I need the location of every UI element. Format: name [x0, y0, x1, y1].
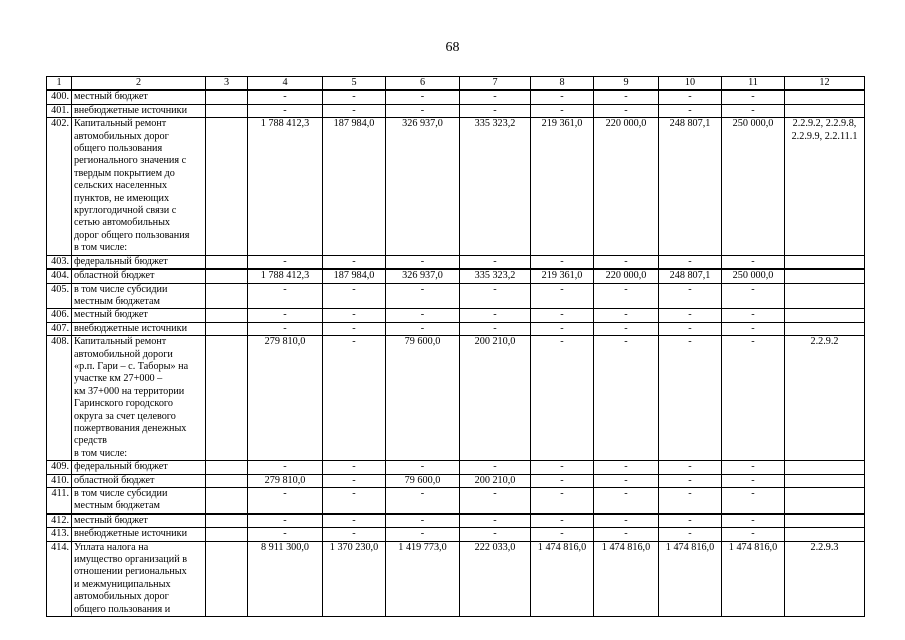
- row-name-cell: областной бюджет: [72, 269, 206, 283]
- value-cell: -: [594, 474, 659, 487]
- table-row: [47, 461, 865, 474]
- reference-cell: [785, 322, 865, 335]
- row-name-cell: в том числе субсидии местным бюджетам: [72, 283, 206, 309]
- value-cell: -: [460, 528, 531, 541]
- value-cell: -: [594, 322, 659, 335]
- value-cell: -: [386, 104, 460, 117]
- value-cell: -: [594, 90, 659, 104]
- reference-cell: [785, 461, 865, 474]
- column-3-cell: [206, 269, 248, 283]
- column-3-cell: [206, 474, 248, 487]
- column-3-cell: [206, 528, 248, 541]
- value-cell: -: [659, 488, 722, 514]
- column-header: 3: [206, 77, 248, 91]
- value-cell: -: [460, 514, 531, 528]
- value-cell: -: [386, 514, 460, 528]
- row-number-cell: 410.: [47, 474, 72, 487]
- row-name-cell: областной бюджет: [72, 474, 206, 487]
- table-row: [47, 90, 865, 104]
- value-cell: -: [722, 104, 785, 117]
- column-header: 10: [659, 77, 722, 91]
- value-cell: -: [531, 474, 594, 487]
- value-cell: -: [722, 488, 785, 514]
- reference-cell: [785, 514, 865, 528]
- page-number: 68: [445, 40, 460, 55]
- row-number-cell: 400.: [47, 90, 72, 104]
- row-number-cell: 414.: [47, 541, 72, 616]
- reference-cell: [785, 528, 865, 541]
- value-cell: 1 788 412,3: [248, 118, 323, 255]
- value-cell: -: [722, 474, 785, 487]
- value-cell: 219 361,0: [531, 269, 594, 283]
- table-row: [47, 488, 865, 514]
- value-cell: 79 600,0: [386, 336, 460, 461]
- value-cell: -: [722, 514, 785, 528]
- row-name-cell: внебюджетные источники: [72, 322, 206, 335]
- table-row: [47, 104, 865, 117]
- column-header: 8: [531, 77, 594, 91]
- value-cell: 222 033,0: [460, 541, 531, 616]
- row-name-cell: Уплата налога на имущество организаций в отношении региональных и межмуниципальных автомобильных дорог общего пользования и: [72, 541, 206, 616]
- table-row: [47, 283, 865, 309]
- column-header: 9: [594, 77, 659, 91]
- value-cell: -: [248, 528, 323, 541]
- row-name-cell: внебюджетные источники: [72, 528, 206, 541]
- value-cell: -: [531, 309, 594, 322]
- reference-cell: [785, 255, 865, 269]
- value-cell: -: [248, 322, 323, 335]
- value-cell: -: [248, 488, 323, 514]
- row-number-cell: 401.: [47, 104, 72, 117]
- value-cell: 1 474 816,0: [531, 541, 594, 616]
- column-3-cell: [206, 283, 248, 309]
- value-cell: -: [460, 309, 531, 322]
- value-cell: 1 474 816,0: [722, 541, 785, 616]
- value-cell: -: [594, 104, 659, 117]
- value-cell: -: [659, 322, 722, 335]
- value-cell: -: [460, 90, 531, 104]
- value-cell: -: [323, 104, 386, 117]
- value-cell: -: [323, 336, 386, 461]
- value-cell: -: [594, 309, 659, 322]
- value-cell: -: [323, 255, 386, 269]
- table-row: [47, 541, 865, 616]
- value-cell: -: [659, 336, 722, 461]
- row-number-cell: 403.: [47, 255, 72, 269]
- value-cell: -: [531, 322, 594, 335]
- row-number-cell: 412.: [47, 514, 72, 528]
- value-cell: -: [594, 255, 659, 269]
- row-name-cell: федеральный бюджет: [72, 461, 206, 474]
- reference-cell: 2.2.9.2: [785, 336, 865, 461]
- value-cell: 335 323,2: [460, 118, 531, 255]
- value-cell: -: [531, 255, 594, 269]
- value-cell: -: [594, 488, 659, 514]
- budget-table: [46, 76, 865, 617]
- value-cell: -: [722, 309, 785, 322]
- value-cell: 8 911 300,0: [248, 541, 323, 616]
- row-number-cell: 413.: [47, 528, 72, 541]
- table-row: [47, 309, 865, 322]
- column-3-cell: [206, 309, 248, 322]
- value-cell: -: [386, 90, 460, 104]
- table-row: [47, 255, 865, 269]
- value-cell: -: [248, 514, 323, 528]
- value-cell: -: [248, 90, 323, 104]
- column-3-cell: [206, 541, 248, 616]
- value-cell: -: [531, 528, 594, 541]
- column-header: 4: [248, 77, 323, 91]
- value-cell: -: [386, 309, 460, 322]
- value-cell: 1 370 230,0: [323, 541, 386, 616]
- value-cell: -: [594, 336, 659, 461]
- column-header: 1: [47, 77, 72, 91]
- value-cell: -: [248, 104, 323, 117]
- column-3-cell: [206, 255, 248, 269]
- row-name-cell: местный бюджет: [72, 514, 206, 528]
- column-header: 6: [386, 77, 460, 91]
- value-cell: -: [659, 461, 722, 474]
- value-cell: 200 210,0: [460, 336, 531, 461]
- value-cell: 250 000,0: [722, 269, 785, 283]
- column-3-cell: [206, 104, 248, 117]
- row-number-cell: 409.: [47, 461, 72, 474]
- row-number-cell: 407.: [47, 322, 72, 335]
- value-cell: -: [323, 528, 386, 541]
- reference-cell: [785, 309, 865, 322]
- table-row: [47, 528, 865, 541]
- reference-cell: [785, 269, 865, 283]
- value-cell: -: [659, 90, 722, 104]
- value-cell: -: [594, 514, 659, 528]
- value-cell: 79 600,0: [386, 474, 460, 487]
- value-cell: 248 807,1: [659, 118, 722, 255]
- value-cell: -: [594, 283, 659, 309]
- value-cell: -: [722, 322, 785, 335]
- value-cell: 220 000,0: [594, 118, 659, 255]
- value-cell: -: [722, 283, 785, 309]
- column-3-cell: [206, 514, 248, 528]
- table-row: [47, 322, 865, 335]
- row-name-cell: федеральный бюджет: [72, 255, 206, 269]
- column-header: 5: [323, 77, 386, 91]
- column-3-cell: [206, 90, 248, 104]
- value-cell: -: [722, 336, 785, 461]
- value-cell: -: [594, 528, 659, 541]
- value-cell: -: [460, 255, 531, 269]
- value-cell: -: [323, 474, 386, 487]
- value-cell: -: [460, 283, 531, 309]
- value-cell: -: [386, 322, 460, 335]
- value-cell: -: [531, 283, 594, 309]
- reference-cell: 2.2.9.3: [785, 541, 865, 616]
- row-name-cell: местный бюджет: [72, 309, 206, 322]
- value-cell: -: [531, 488, 594, 514]
- column-header: 7: [460, 77, 531, 91]
- value-cell: -: [386, 528, 460, 541]
- value-cell: -: [323, 488, 386, 514]
- row-number-cell: 406.: [47, 309, 72, 322]
- value-cell: 250 000,0: [722, 118, 785, 255]
- table-row: [47, 474, 865, 487]
- value-cell: -: [722, 461, 785, 474]
- value-cell: -: [659, 255, 722, 269]
- value-cell: -: [248, 309, 323, 322]
- table-row: [47, 118, 865, 255]
- column-3-cell: [206, 488, 248, 514]
- reference-cell: [785, 90, 865, 104]
- value-cell: 335 323,2: [460, 269, 531, 283]
- value-cell: -: [659, 474, 722, 487]
- value-cell: -: [722, 528, 785, 541]
- row-number-cell: 405.: [47, 283, 72, 309]
- row-name-cell: Капитальный ремонт автомобильной дороги «р.п. Гари – с. Таборы» на участке км 27+000 – км 37+000 на территории Гаринского городского округа за счет целевого пожертвования денежных средств в том числе:: [72, 336, 206, 461]
- value-cell: -: [659, 514, 722, 528]
- value-cell: -: [531, 514, 594, 528]
- value-cell: -: [659, 528, 722, 541]
- value-cell: -: [323, 283, 386, 309]
- row-number-cell: 402.: [47, 118, 72, 255]
- value-cell: 219 361,0: [531, 118, 594, 255]
- column-header: 2: [72, 77, 206, 91]
- column-3-cell: [206, 336, 248, 461]
- value-cell: 187 984,0: [323, 269, 386, 283]
- value-cell: -: [722, 255, 785, 269]
- value-cell: 248 807,1: [659, 269, 722, 283]
- reference-cell: 2.2.9.2, 2.2.9.8, 2.2.9.9, 2.2.11.1: [785, 118, 865, 255]
- value-cell: 326 937,0: [386, 118, 460, 255]
- value-cell: -: [323, 322, 386, 335]
- value-cell: -: [531, 336, 594, 461]
- column-3-cell: [206, 118, 248, 255]
- row-number-cell: 408.: [47, 336, 72, 461]
- value-cell: -: [248, 255, 323, 269]
- value-cell: 1 474 816,0: [594, 541, 659, 616]
- value-cell: -: [386, 461, 460, 474]
- value-cell: 1 788 412,3: [248, 269, 323, 283]
- reference-cell: [785, 283, 865, 309]
- value-cell: -: [323, 461, 386, 474]
- table-header-row: [47, 77, 865, 91]
- value-cell: -: [659, 283, 722, 309]
- value-cell: 187 984,0: [323, 118, 386, 255]
- value-cell: 1 474 816,0: [659, 541, 722, 616]
- value-cell: -: [323, 90, 386, 104]
- reference-cell: [785, 474, 865, 487]
- row-number-cell: 404.: [47, 269, 72, 283]
- reference-cell: [785, 488, 865, 514]
- value-cell: -: [531, 461, 594, 474]
- value-cell: -: [460, 488, 531, 514]
- value-cell: 326 937,0: [386, 269, 460, 283]
- value-cell: 279 810,0: [248, 474, 323, 487]
- column-header: 11: [722, 77, 785, 91]
- row-name-cell: местный бюджет: [72, 90, 206, 104]
- row-name-cell: в том числе субсидии местным бюджетам: [72, 488, 206, 514]
- value-cell: -: [248, 461, 323, 474]
- value-cell: -: [722, 90, 785, 104]
- value-cell: -: [659, 309, 722, 322]
- table-row: [47, 269, 865, 283]
- value-cell: -: [248, 283, 323, 309]
- value-cell: -: [386, 283, 460, 309]
- value-cell: -: [386, 255, 460, 269]
- row-name-cell: Капитальный ремонт автомобильных дорог общего пользования регионального значения с твердым покрытием до сельских населенных пунктов, не имеющих круглогодичной связи с сетью автомобильных дорог общего пользования в том числе:: [72, 118, 206, 255]
- table-row: [47, 336, 865, 461]
- value-cell: -: [659, 104, 722, 117]
- reference-cell: [785, 104, 865, 117]
- row-number-cell: 411.: [47, 488, 72, 514]
- value-cell: -: [531, 90, 594, 104]
- value-cell: -: [460, 104, 531, 117]
- value-cell: -: [323, 514, 386, 528]
- value-cell: -: [460, 322, 531, 335]
- value-cell: -: [460, 461, 531, 474]
- value-cell: -: [386, 488, 460, 514]
- column-3-cell: [206, 322, 248, 335]
- value-cell: 1 419 773,0: [386, 541, 460, 616]
- row-name-cell: внебюджетные источники: [72, 104, 206, 117]
- value-cell: -: [531, 104, 594, 117]
- value-cell: -: [594, 461, 659, 474]
- value-cell: 200 210,0: [460, 474, 531, 487]
- table-row: [47, 514, 865, 528]
- value-cell: 279 810,0: [248, 336, 323, 461]
- column-3-cell: [206, 461, 248, 474]
- value-cell: -: [323, 309, 386, 322]
- column-header: 12: [785, 77, 865, 91]
- value-cell: 220 000,0: [594, 269, 659, 283]
